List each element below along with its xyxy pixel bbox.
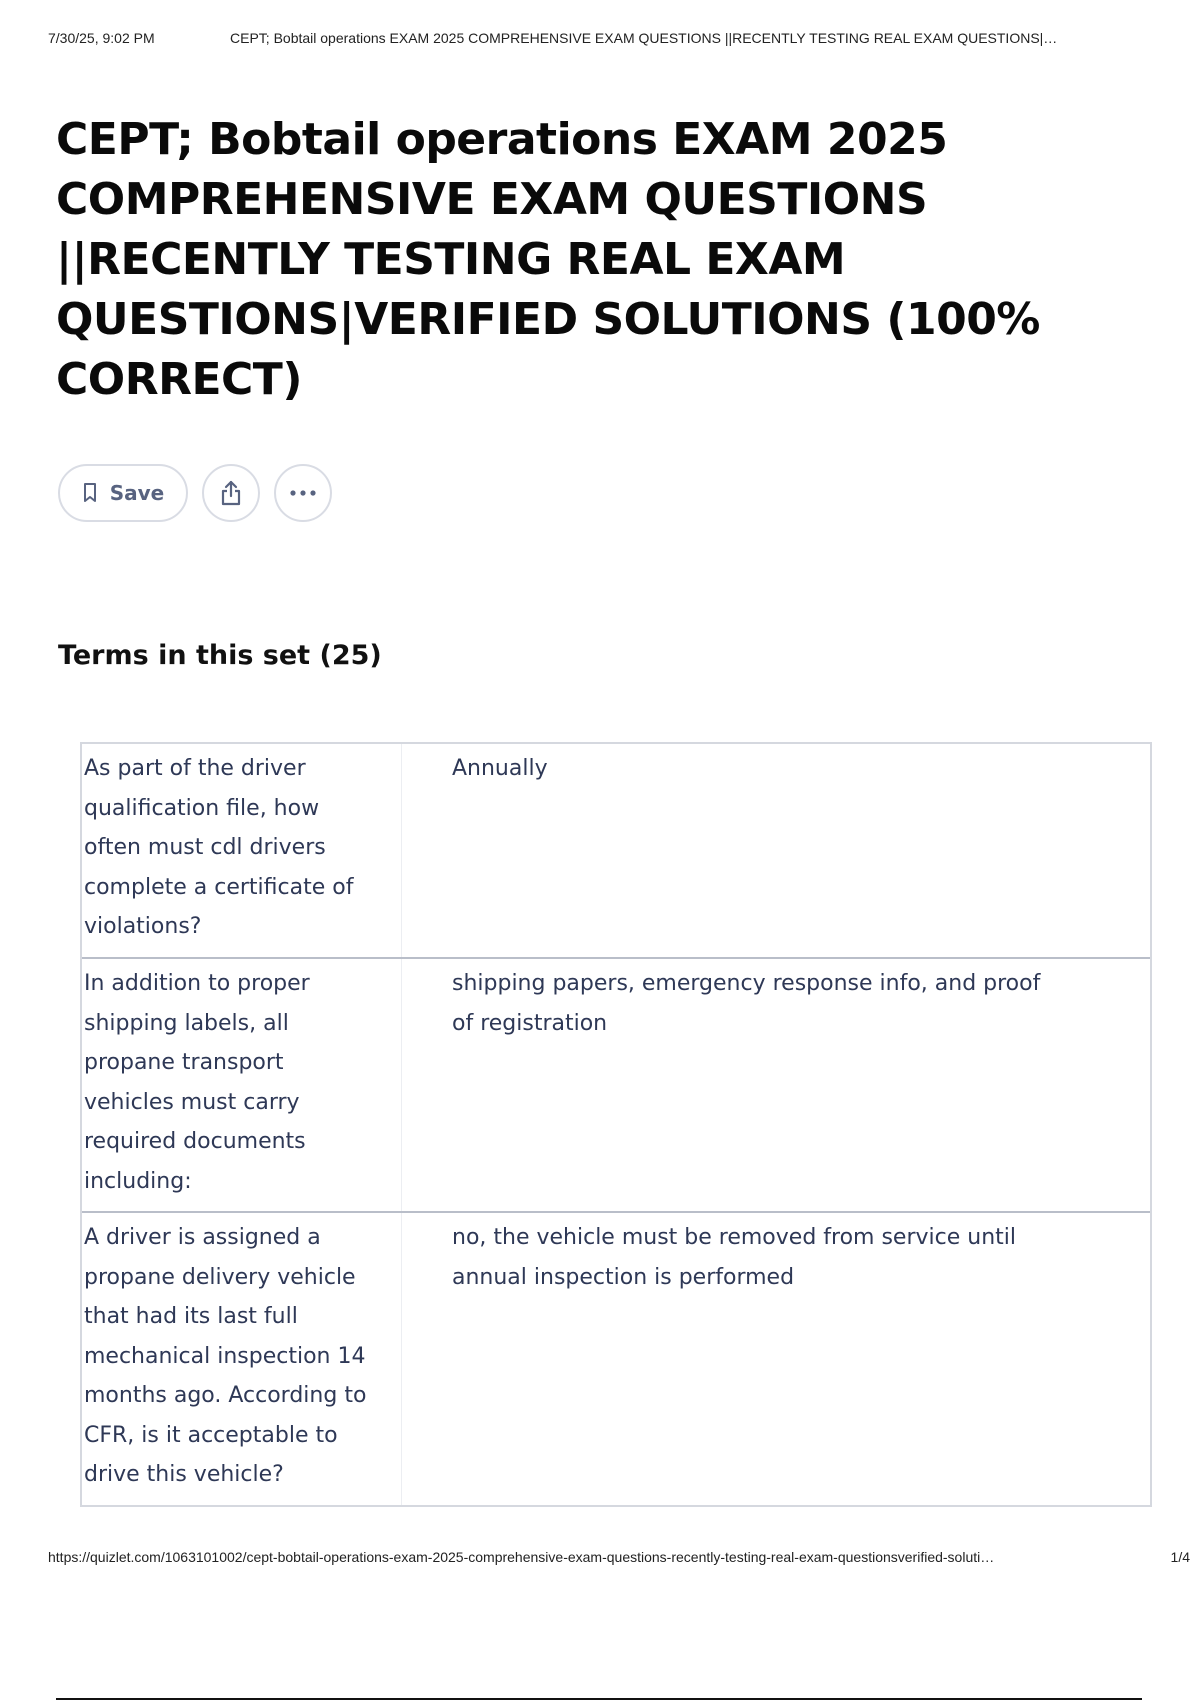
term-definition-line: Annually	[452, 756, 548, 781]
term-question-line: mechanical inspection 14	[84, 1343, 366, 1369]
term-question-line: In addition to proper	[84, 971, 310, 996]
term-question-line: vehicles must carry	[84, 1089, 300, 1115]
term-question-line: including:	[84, 1168, 192, 1194]
term-definition-line: no, the vehicle must be removed from service until	[452, 1225, 1017, 1250]
print-header	[48, 30, 1190, 52]
term-definition	[402, 1213, 1150, 1505]
set-actions-toolbar	[58, 464, 346, 522]
page-title	[56, 110, 1056, 410]
print-url: https://quizlet.com/1063101002/cept-bobtail-operations-exam-2025-comprehensive-exam-questions-recently-testing-real-exam-questionsverified-soluti…	[48, 1549, 995, 1565]
term-question-line: propane transport	[84, 1050, 284, 1075]
more-horizontal-icon	[289, 489, 317, 497]
term-question-line: As part of the driver	[84, 756, 306, 781]
terms-section-title: Terms in this set (25)	[58, 640, 382, 671]
share-icon	[218, 479, 244, 507]
term-definition-line: annual inspection is performed	[452, 1264, 795, 1290]
more-options-button[interactable]	[274, 464, 332, 522]
print-datetime: 7/30/25, 9:02 PM	[48, 30, 155, 46]
term-definition	[402, 744, 1150, 957]
term-question	[82, 744, 402, 957]
print-doc-title: CEPT; Bobtail operations EXAM 2025 COMPREHENSIVE EXAM QUESTIONS ||RECENTLY TESTING REAL EXAM QUESTIONS|…	[230, 30, 1058, 46]
bookmark-icon	[82, 482, 98, 504]
page-number: 1/4	[1170, 1549, 1190, 1565]
term-question-line: drive this vehicle?	[84, 1462, 284, 1487]
term-question-line: required documents	[84, 1129, 306, 1154]
term-question-line: violations?	[84, 914, 202, 939]
term-question-line: qualification file, how	[84, 795, 320, 821]
term-card	[82, 1213, 1150, 1505]
save-button[interactable]	[58, 464, 188, 522]
page-title-line: COMPREHENSIVE EXAM QUESTIONS	[56, 174, 928, 225]
term-question-line: months ago. According to	[84, 1383, 367, 1408]
page-title-line: QUESTIONS|VERIFIED SOLUTIONS (100%	[56, 294, 1040, 345]
term-question	[82, 1213, 402, 1505]
share-button[interactable]	[202, 464, 260, 522]
term-definition-line: of registration	[452, 1010, 608, 1036]
term-definition	[402, 959, 1150, 1211]
term-card	[82, 959, 1150, 1213]
term-question-line: complete a certificate of	[84, 874, 354, 900]
page-title-line: CEPT; Bobtail operations EXAM 2025	[56, 114, 948, 165]
term-question-line: propane delivery vehicle	[84, 1264, 356, 1290]
term-question-line: A driver is assigned a	[84, 1225, 321, 1250]
page-title-line: ||RECENTLY TESTING REAL EXAM	[56, 234, 846, 285]
page-title-line: CORRECT)	[56, 354, 302, 405]
terms-list	[80, 742, 1152, 1507]
term-question-line: shipping labels, all	[84, 1010, 289, 1036]
term-definition-line: shipping papers, emergency response info, and proof	[452, 971, 1041, 996]
term-question-line: often must cdl drivers	[84, 835, 326, 860]
term-question-line: CFR, is it acceptable to	[84, 1422, 338, 1448]
save-label: Save	[109, 481, 165, 505]
term-question-line: that had its last full	[84, 1304, 298, 1329]
term-card	[82, 744, 1150, 959]
term-question	[82, 959, 402, 1211]
print-footer	[48, 1549, 1190, 1571]
